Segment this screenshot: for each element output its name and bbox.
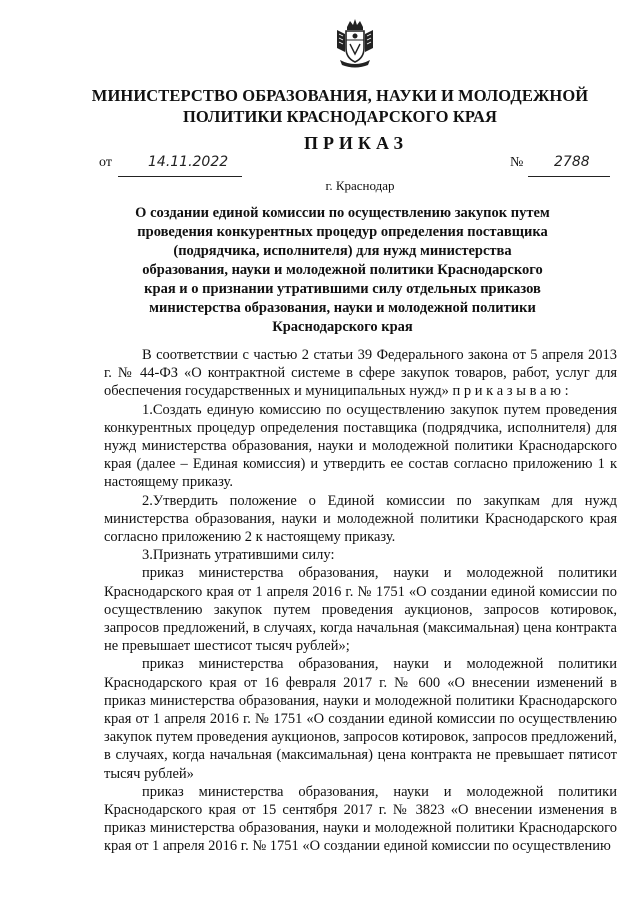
order-subject: О создании единой комиссии по осуществлению закупок путем проведения конкурентных процедур определения поставщика (подрядчика, исполнителя) для нужд министерства образования, науки и молодежной политики Краснодарского края и о признании утратившими силу отдельных приказов министерства образования, науки и молодежной политики Краснодарского края xyxy=(135,205,550,335)
order-title: ПРИКАЗ xyxy=(303,133,409,153)
city-label: г. Краснодар xyxy=(325,178,395,193)
repealed-order-1-paragraph: приказ министерства образования, науки и молодежной политики Краснодарского края от 1 апреля 2016 г. № 1751 «О создании единой комиссии по осуществлению закупок путем проведения аукционов, запросов котировок, запросов предложений, в случаях, когда начальная (максимальная) цена контракта не превышает шестисот тысяч рублей»; xyxy=(104,565,617,655)
clause-1-paragraph: 1.Создать единую комиссию по осуществлению закупок путем проведения конкурентных процедур определения поставщика (подрядчика, исполнителя) для нужд министерства образования, науки и молодежной политики Краснодарского края (далее – Единая комиссия) и утвердить ее состав согласно приложению 1 к настоящему приказу. xyxy=(104,401,617,491)
preamble-paragraph: В соответствии с частью 2 статьи 39 Федерального закона от 5 апреля 2013 г. № 44-ФЗ «О контрактной системе в сфере закупок товаров, работ, услуг для обеспечения государственных и муниципальных нужд» п р и к а з ы в а ю : xyxy=(104,347,617,400)
number-label: № xyxy=(510,155,524,170)
ministry-name-line1: МИНИСТЕРСТВО ОБРАЗОВАНИЯ, НАУКИ И МОЛОДЕЖНОЙ xyxy=(91,86,589,105)
date-label: от xyxy=(99,155,112,170)
coat-of-arms-icon xyxy=(334,18,376,70)
clause-3-paragraph: 3.Признать утратившими силу: xyxy=(142,547,335,564)
repealed-order-3-paragraph: приказ министерства образования, науки и молодежной политики Краснодарского края от 15 сентября 2017 г. № 3823 «О внесении изменения в приказ министерства образования, науки и молодежной политики Краснодарского края от 1 апреля 2016 г. № 1751 «О создании единой комиссии по осуществлению xyxy=(104,783,617,855)
clause-2-paragraph: 2.Утвердить положение о Единой комиссии по закупкам для нужд министерства образования, науки и молодежной политики Краснодарского края согласно приложению 2 к настоящему приказу. xyxy=(104,492,617,546)
number-value: 2788 xyxy=(554,154,590,170)
number-field xyxy=(528,154,610,177)
repealed-order-2-paragraph: приказ министерства образования, науки и молодежной политики Краснодарского края от 16 февраля 2017 г. № 600 «О внесении изменений в приказ министерства образования, науки и молодежной политики Краснодарского края от 1 апреля 2016 г. № 1751 «О создании единой комиссии по осуществлению закупок путем проведения аукционов, запросов котировок, запросов предложений, в случаях, когда начальная (максимальная) цена контракта не превышает пятисот тысяч рублей» xyxy=(104,656,617,782)
date-value: 14.11.2022 xyxy=(148,154,229,170)
date-field xyxy=(118,154,242,177)
order-body xyxy=(104,346,617,856)
ministry-name-line2: ПОЛИТИКИ КРАСНОДАРСКОГО КРАЯ xyxy=(183,107,497,126)
